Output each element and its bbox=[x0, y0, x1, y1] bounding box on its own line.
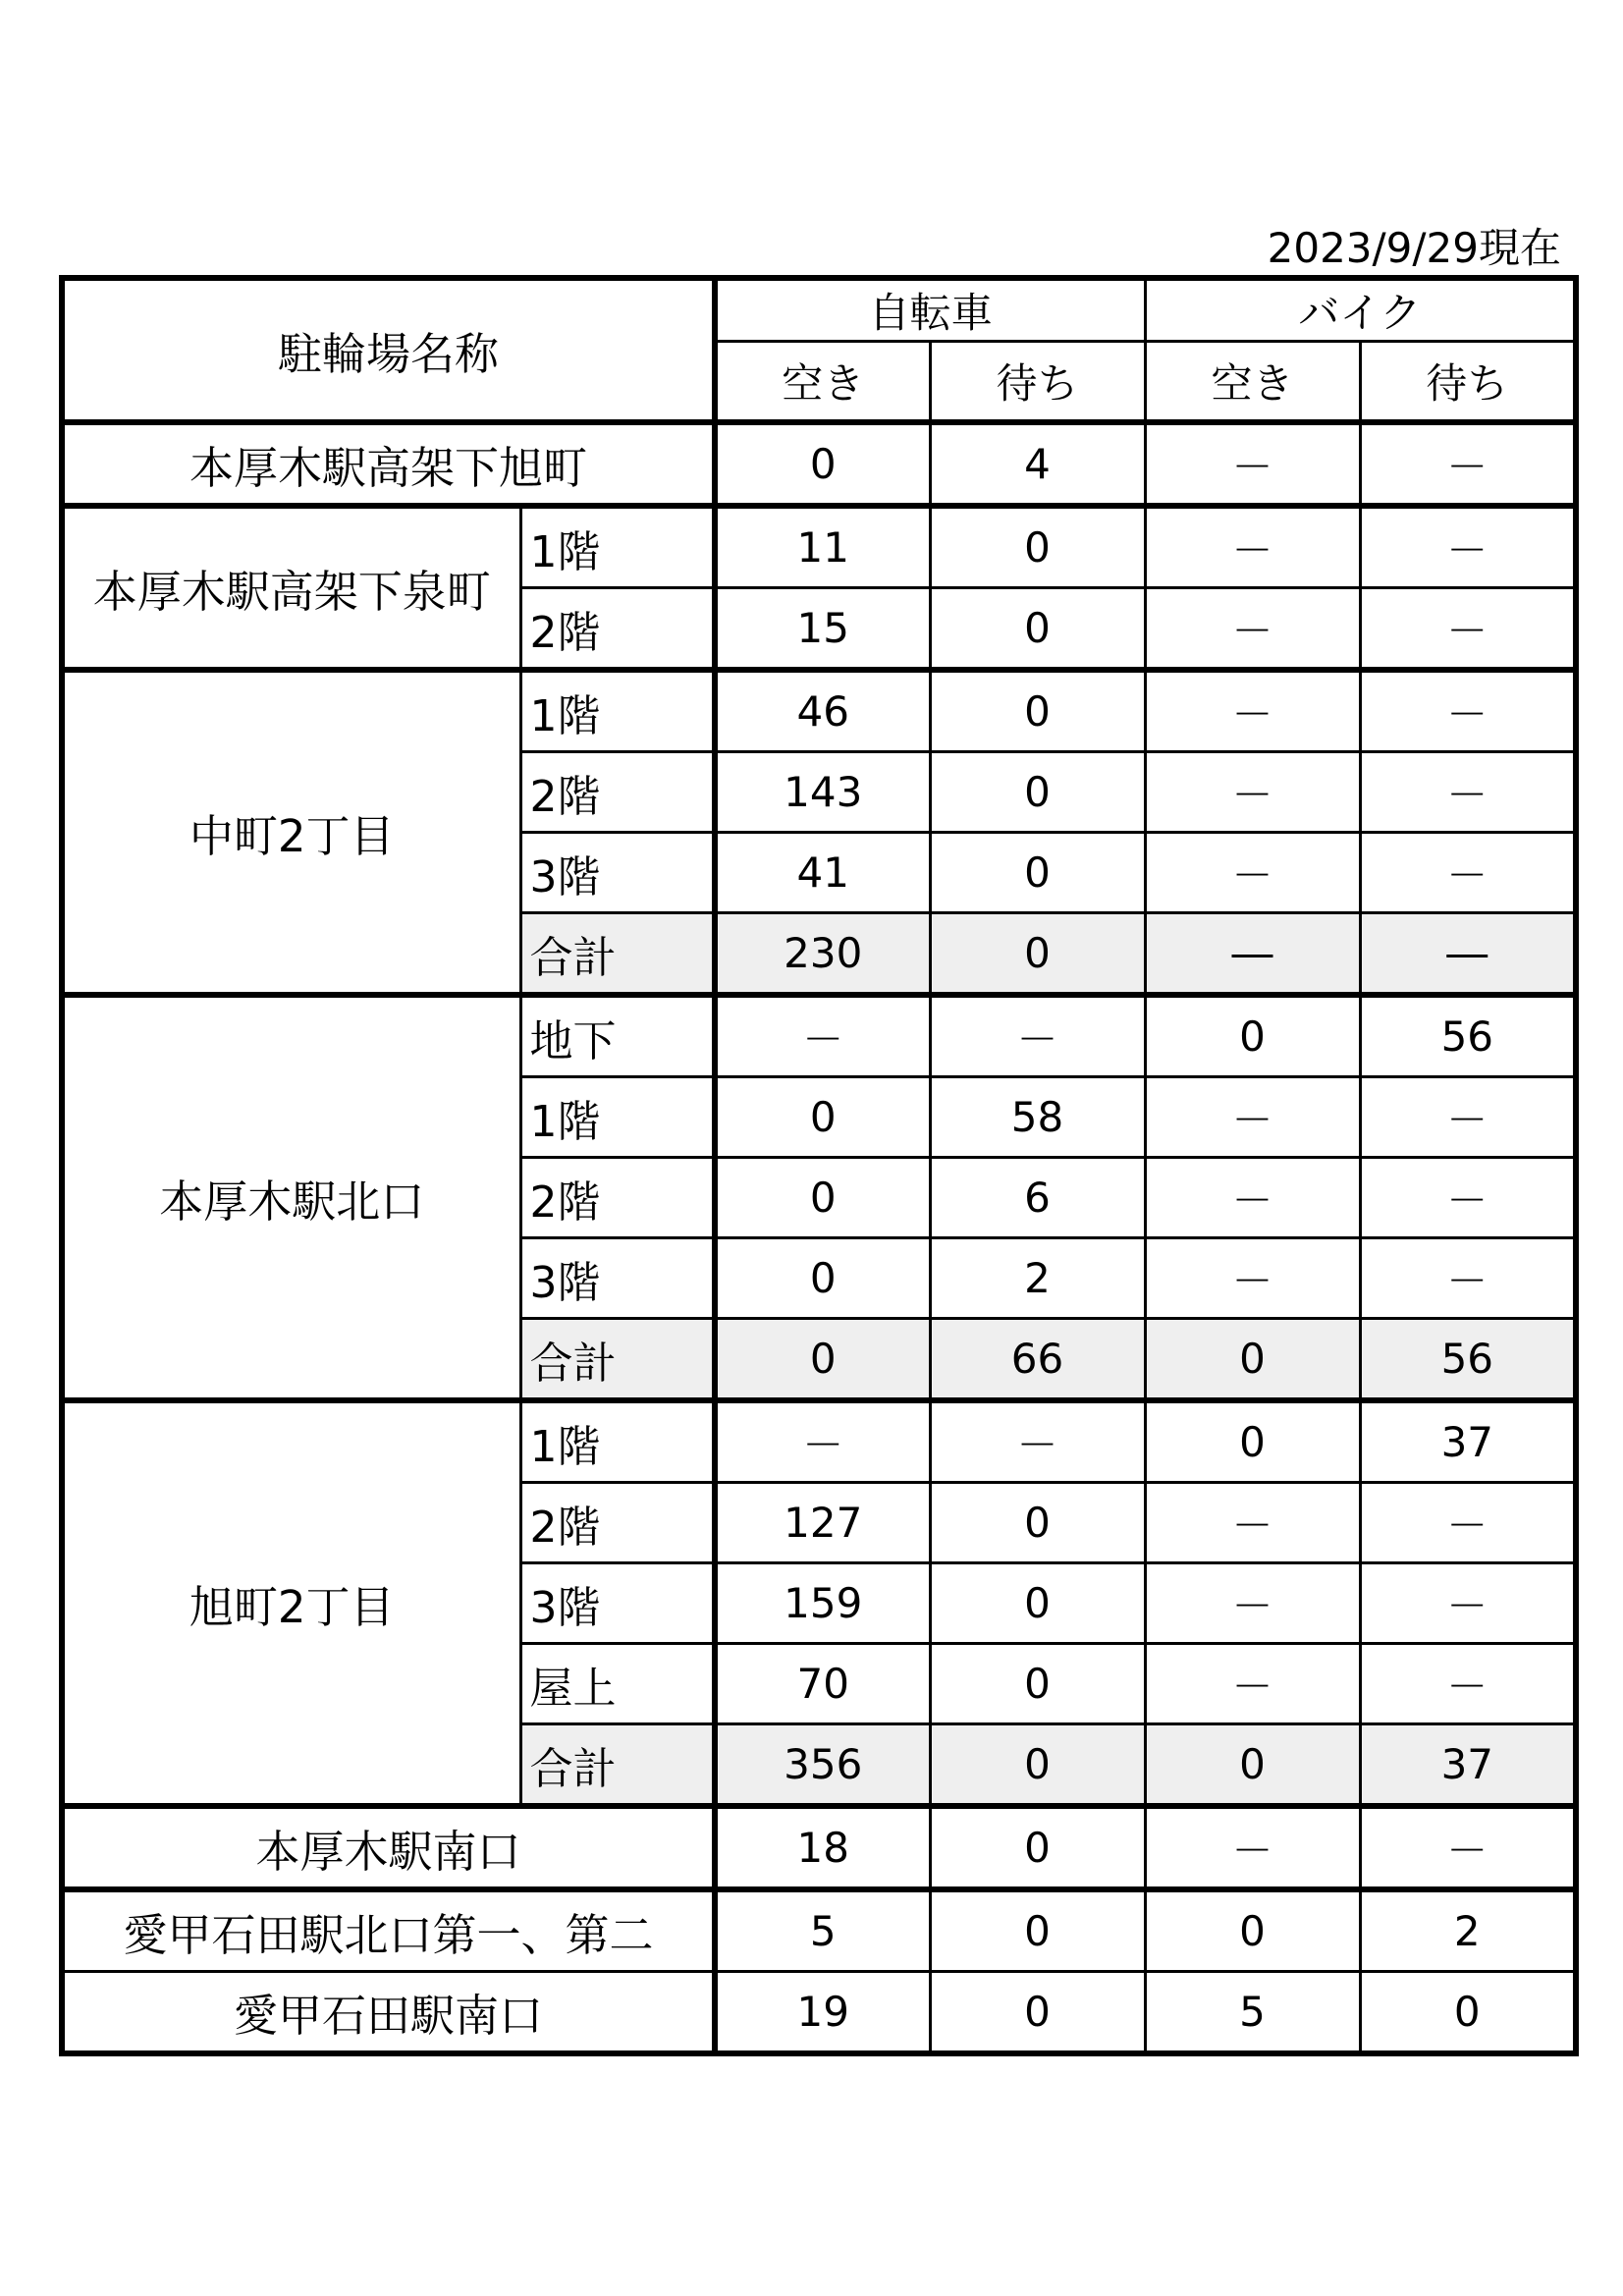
motorbike-waiting-cell: 56 bbox=[1360, 1319, 1576, 1401]
floor-label: 3階 bbox=[520, 1238, 715, 1319]
motorbike-waiting-cell: － bbox=[1360, 752, 1576, 833]
bicycle-vacant-cell: － bbox=[715, 995, 930, 1077]
floor-label: 合計 bbox=[520, 1319, 715, 1401]
motorbike-vacant-cell: 5 bbox=[1145, 1972, 1360, 2054]
motorbike-waiting-cell: － bbox=[1360, 1238, 1576, 1319]
bicycle-vacant-cell: 41 bbox=[715, 833, 930, 913]
motorbike-vacant-cell: 0 bbox=[1145, 1319, 1360, 1401]
header-row-1 bbox=[62, 278, 1576, 342]
floor-label: 1階 bbox=[520, 670, 715, 752]
motorbike-vacant-cell: － bbox=[1145, 1158, 1360, 1238]
motorbike-vacant-cell: － bbox=[1145, 833, 1360, 913]
floor-label: 合計 bbox=[520, 1724, 715, 1807]
motorbike-vacant-cell: － bbox=[1145, 1644, 1360, 1724]
bicycle-vacant-cell: 356 bbox=[715, 1724, 930, 1807]
floor-label: 地下 bbox=[520, 995, 715, 1077]
bicycle-vacant-cell: 127 bbox=[715, 1483, 930, 1563]
header-motorbike: バイク bbox=[1145, 278, 1576, 342]
bicycle-waiting-cell: 0 bbox=[930, 1972, 1145, 2054]
motorbike-vacant-cell: 0 bbox=[1145, 995, 1360, 1077]
floor-label: 3階 bbox=[520, 1563, 715, 1644]
facility-name: 本厚木駅高架下旭町 bbox=[62, 422, 715, 506]
motorbike-waiting-cell: － bbox=[1360, 588, 1576, 671]
table-row bbox=[62, 670, 1576, 752]
bicycle-vacant-cell: 18 bbox=[715, 1806, 930, 1889]
parking-availability-table bbox=[59, 275, 1579, 2056]
motorbike-vacant-cell: ― bbox=[1145, 913, 1360, 996]
motorbike-waiting-cell: 0 bbox=[1360, 1972, 1576, 2054]
bicycle-waiting-cell: － bbox=[930, 995, 1145, 1077]
bicycle-vacant-cell: 0 bbox=[715, 422, 930, 506]
bicycle-waiting-cell: 0 bbox=[930, 506, 1145, 588]
motorbike-vacant-cell: 0 bbox=[1145, 1889, 1360, 1972]
facility-name: 本厚木駅北口 bbox=[62, 995, 520, 1400]
bicycle-vacant-cell: 0 bbox=[715, 1319, 930, 1401]
motorbike-waiting-cell: 56 bbox=[1360, 995, 1576, 1077]
bicycle-waiting-cell: 0 bbox=[930, 588, 1145, 671]
bicycle-waiting-cell: 0 bbox=[930, 1563, 1145, 1644]
facility-name: 愛甲石田駅南口 bbox=[62, 1972, 715, 2054]
facility-name: 本厚木駅高架下泉町 bbox=[62, 506, 520, 670]
bicycle-waiting-cell: 0 bbox=[930, 670, 1145, 752]
bicycle-vacant-cell: 19 bbox=[715, 1972, 930, 2054]
bicycle-waiting-cell: 0 bbox=[930, 1806, 1145, 1889]
bicycle-vacant-cell: 70 bbox=[715, 1644, 930, 1724]
motorbike-vacant-cell: － bbox=[1145, 752, 1360, 833]
header-facility-name: 駐輪場名称 bbox=[62, 278, 715, 422]
motorbike-vacant-cell: － bbox=[1145, 1238, 1360, 1319]
header-motorbike-waiting: 待ち bbox=[1360, 342, 1576, 423]
floor-label: 2階 bbox=[520, 1483, 715, 1563]
motorbike-waiting-cell: － bbox=[1360, 422, 1576, 506]
motorbike-vacant-cell: 0 bbox=[1145, 1724, 1360, 1807]
table-row bbox=[62, 1400, 1576, 1483]
bicycle-waiting-cell: 58 bbox=[930, 1077, 1145, 1158]
table-row bbox=[62, 422, 1576, 506]
motorbike-vacant-cell: － bbox=[1145, 670, 1360, 752]
bicycle-vacant-cell: 11 bbox=[715, 506, 930, 588]
floor-label: 2階 bbox=[520, 1158, 715, 1238]
bicycle-waiting-cell: 0 bbox=[930, 1483, 1145, 1563]
bicycle-vacant-cell: 0 bbox=[715, 1158, 930, 1238]
bicycle-waiting-cell: 6 bbox=[930, 1158, 1145, 1238]
floor-label: 1階 bbox=[520, 1077, 715, 1158]
bicycle-vacant-cell: 5 bbox=[715, 1889, 930, 1972]
motorbike-waiting-cell: ― bbox=[1360, 913, 1576, 996]
motorbike-waiting-cell: 37 bbox=[1360, 1724, 1576, 1807]
motorbike-waiting-cell: 2 bbox=[1360, 1889, 1576, 1972]
motorbike-waiting-cell: － bbox=[1360, 1158, 1576, 1238]
date-stamp: 2023/9/29現在 bbox=[1267, 224, 1561, 272]
motorbike-waiting-cell: － bbox=[1360, 1806, 1576, 1889]
motorbike-waiting-cell: － bbox=[1360, 670, 1576, 752]
motorbike-vacant-cell: － bbox=[1145, 422, 1360, 506]
motorbike-vacant-cell: － bbox=[1145, 506, 1360, 588]
bicycle-vacant-cell: 15 bbox=[715, 588, 930, 671]
table-body bbox=[62, 278, 1576, 2053]
bicycle-waiting-cell: 66 bbox=[930, 1319, 1145, 1401]
bicycle-waiting-cell: 0 bbox=[930, 913, 1145, 996]
bicycle-vacant-cell: － bbox=[715, 1400, 930, 1483]
table-row bbox=[62, 506, 1576, 588]
bicycle-waiting-cell: 0 bbox=[930, 1644, 1145, 1724]
floor-label: 屋上 bbox=[520, 1644, 715, 1724]
motorbike-waiting-cell: 37 bbox=[1360, 1400, 1576, 1483]
floor-label: 2階 bbox=[520, 588, 715, 671]
table-row bbox=[62, 1806, 1576, 1889]
header-motorbike-vacant: 空き bbox=[1145, 342, 1360, 423]
facility-name: 旭町2丁目 bbox=[62, 1400, 520, 1806]
table-row bbox=[62, 1972, 1576, 2054]
floor-label: 1階 bbox=[520, 1400, 715, 1483]
bicycle-vacant-cell: 0 bbox=[715, 1077, 930, 1158]
bicycle-vacant-cell: 230 bbox=[715, 913, 930, 996]
motorbike-waiting-cell: － bbox=[1360, 1563, 1576, 1644]
bicycle-waiting-cell: 2 bbox=[930, 1238, 1145, 1319]
floor-label: 合計 bbox=[520, 913, 715, 996]
bicycle-waiting-cell: － bbox=[930, 1400, 1145, 1483]
facility-name: 本厚木駅南口 bbox=[62, 1806, 715, 1889]
table-row bbox=[62, 1889, 1576, 1972]
header-bicycle: 自転車 bbox=[715, 278, 1145, 342]
motorbike-waiting-cell: － bbox=[1360, 506, 1576, 588]
facility-name: 愛甲石田駅北口第一、第二 bbox=[62, 1889, 715, 1972]
header-bicycle-vacant: 空き bbox=[715, 342, 930, 423]
motorbike-vacant-cell: － bbox=[1145, 1077, 1360, 1158]
bicycle-vacant-cell: 0 bbox=[715, 1238, 930, 1319]
bicycle-waiting-cell: 0 bbox=[930, 752, 1145, 833]
motorbike-waiting-cell: － bbox=[1360, 1077, 1576, 1158]
bicycle-waiting-cell: 0 bbox=[930, 1724, 1145, 1807]
bicycle-waiting-cell: 4 bbox=[930, 422, 1145, 506]
bicycle-vacant-cell: 159 bbox=[715, 1563, 930, 1644]
motorbike-waiting-cell: － bbox=[1360, 1483, 1576, 1563]
motorbike-vacant-cell: 0 bbox=[1145, 1400, 1360, 1483]
table-row bbox=[62, 995, 1576, 1077]
facility-name: 中町2丁目 bbox=[62, 670, 520, 995]
motorbike-waiting-cell: － bbox=[1360, 1644, 1576, 1724]
motorbike-vacant-cell: － bbox=[1145, 1806, 1360, 1889]
motorbike-vacant-cell: － bbox=[1145, 1483, 1360, 1563]
bicycle-vacant-cell: 143 bbox=[715, 752, 930, 833]
header-bicycle-waiting: 待ち bbox=[930, 342, 1145, 423]
motorbike-vacant-cell: － bbox=[1145, 588, 1360, 671]
bicycle-waiting-cell: 0 bbox=[930, 833, 1145, 913]
floor-label: 2階 bbox=[520, 752, 715, 833]
bicycle-vacant-cell: 46 bbox=[715, 670, 930, 752]
motorbike-waiting-cell: － bbox=[1360, 833, 1576, 913]
floor-label: 1階 bbox=[520, 506, 715, 588]
floor-label: 3階 bbox=[520, 833, 715, 913]
motorbike-vacant-cell: － bbox=[1145, 1563, 1360, 1644]
bicycle-waiting-cell: 0 bbox=[930, 1889, 1145, 1972]
